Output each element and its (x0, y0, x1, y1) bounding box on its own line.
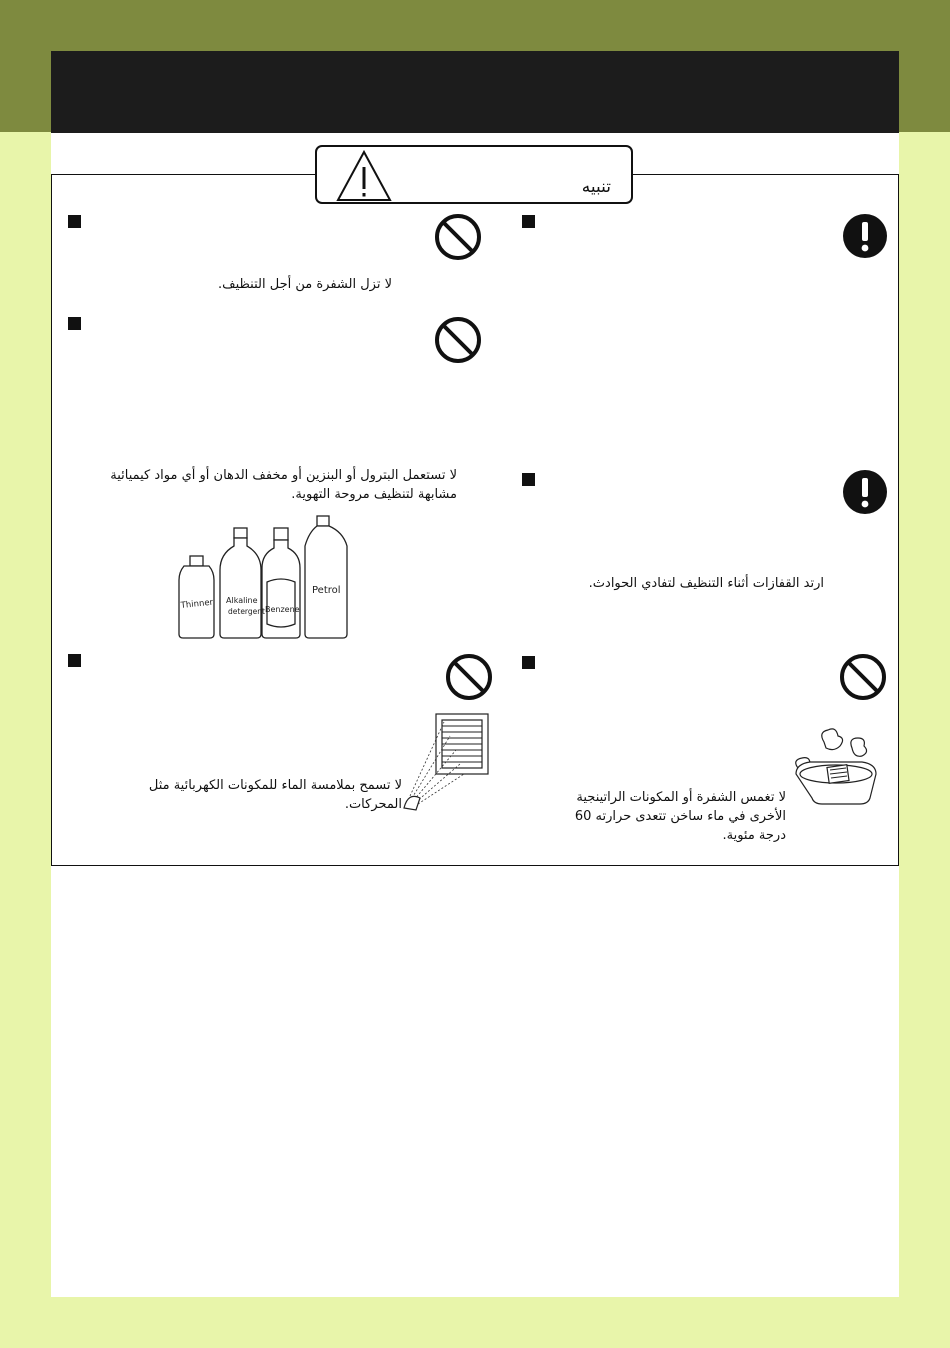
bullet-marker (522, 473, 535, 486)
caution-banner (315, 145, 633, 204)
bullet-marker (522, 656, 535, 669)
mandatory-action-icon (842, 213, 888, 259)
hot-water-basin-illustration (790, 726, 882, 806)
prohibition-icon (434, 213, 482, 261)
item-text-5: ارتد القفازات أثناء التنظيف لتفادي الحوادث. (588, 576, 824, 591)
item-text-2: لا تستعمل البترول أو البنزين أو مخفف الدهان أو أي مواد كيميائية مشابهة لتنظيف مروحة التهوية. (110, 468, 457, 502)
warning-triangle-icon (335, 149, 393, 203)
prohibition-icon (445, 653, 493, 701)
header-bar (51, 51, 899, 133)
bottle-label-thinner: Thinner (180, 597, 214, 611)
bottle-label-alkaline: Alkaline (226, 596, 258, 605)
prohibition-icon (434, 316, 482, 364)
mandatory-action-icon (842, 469, 888, 515)
item-text-1: لا تزل الشفرة من أجل التنظيف. (218, 277, 392, 292)
bottle-label-benzene: Benzene (265, 605, 300, 614)
bullet-marker (522, 215, 535, 228)
bottle-label-petrol: Petrol (312, 585, 341, 596)
item-text-3: لا تسمح بملامسة الماء للمكونات الكهربائية مثل المحركات. (148, 778, 402, 812)
item-text-6: لا تغمس الشفرة أو المكونات الراتينجية الأخرى في ماء ساخن تتعدى حرارته 60 درجة مئوية. (574, 790, 786, 843)
caution-label: تنبيه (581, 177, 611, 197)
prohibition-icon (839, 653, 887, 701)
bottle-label-detergent: detergent (228, 607, 265, 616)
bullet-marker (68, 654, 81, 667)
water-spray-motor-illustration (400, 708, 494, 812)
bullet-marker (68, 215, 81, 228)
chemical-bottles-illustration (172, 512, 354, 642)
bullet-marker (68, 317, 81, 330)
